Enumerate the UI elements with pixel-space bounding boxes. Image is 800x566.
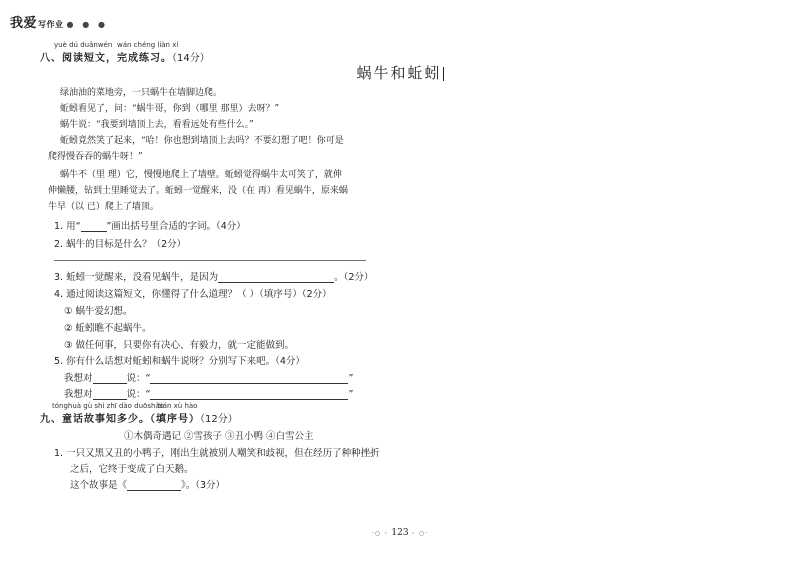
- brand-dots: ● ● ●: [66, 20, 109, 29]
- q5-mid: 说：“: [126, 373, 151, 384]
- page-number: 123: [391, 528, 409, 538]
- q3-text-a: 3. 蚯蚓一觉醒来，没看见蜗牛，是因为: [54, 272, 219, 283]
- s9-question-1-line-2: 之后，它终于变成了白天鹅。: [70, 464, 194, 475]
- section9-pinyin-b: tián xù hào: [158, 402, 198, 410]
- story-line: 绿油油的菜地旁，一只蜗牛在墙脚边爬。: [60, 88, 223, 98]
- q3-text-b: 。（2分）: [334, 272, 374, 283]
- answer-blank-who-1[interactable]: [93, 373, 127, 384]
- answer-blank-q3[interactable]: [218, 272, 334, 283]
- section9-score: （12分）: [200, 414, 238, 425]
- story-line: 蜗牛不（里 理）它，慢慢地爬上了墙壁。蚯蚓觉得蜗牛太可笑了，就伸: [60, 170, 342, 180]
- question-1: [54, 218, 246, 232]
- q5-answer-line-1: [64, 370, 353, 384]
- section9-heading: [40, 410, 238, 425]
- story-line: 牛早（以 已）爬上了墙顶。: [48, 202, 159, 212]
- answer-blank-said-2[interactable]: [150, 389, 348, 400]
- story-line: 蚯蚓竟然笑了起来，“哈！你也想到墙顶上去吗？不要幻想了吧！你可是: [60, 136, 344, 146]
- q1-text-b: ”画出括号里合适的字词。（4分）: [106, 221, 246, 232]
- story-line: 爬得慢吞吞的蜗牛呀！”: [48, 152, 143, 162]
- question-4: 4. 通过阅读这篇短文，你懂得了什么道理？（ ）（填序号）（2分）: [54, 289, 332, 300]
- section8-score: （14分）: [172, 53, 210, 64]
- q4-option-3: ③ 做任何事，只要你有决心、有毅力，就一定能做到。: [64, 340, 295, 351]
- section9-heading-text: 九、童话故事知多少。（填序号）: [40, 414, 200, 425]
- story-title-text: 蜗牛和蚯蚓: [356, 64, 442, 82]
- brand-logo: [10, 12, 108, 31]
- s9-q1-text-b: 》。（3分）: [181, 480, 226, 491]
- story-options: ①木偶奇遇记 ②雪孩子 ③丑小鸭 ④白雪公主: [124, 431, 314, 442]
- q1-text-a: 1. 用“: [54, 221, 81, 232]
- question-5: 5. 你有什么话想对蚯蚓和蜗牛说呀？分别写下来吧。（4分）: [54, 356, 305, 367]
- story-line: 蜗牛说：“我要到墙顶上去，看看远处有些什么。”: [60, 120, 254, 130]
- story-line: 蚯蚓看见了，问：“蜗牛哥，你到（哪里 那里）去呀？”: [60, 104, 280, 114]
- section8-heading-text: 八、阅读短文，完成练习。: [40, 53, 172, 64]
- underline-sample: [81, 221, 107, 232]
- q5-prefix: 我想对: [64, 373, 93, 384]
- section9-pinyin-a: tónghuà gù shi zhī dào duōshǎo: [52, 402, 164, 410]
- footer-ornament-right: ◦ ○·: [411, 530, 429, 537]
- page-number-footer: [0, 528, 800, 538]
- answer-blank-s9-q1[interactable]: [127, 480, 181, 491]
- story-line: 伸懒腰，钻到土里睡觉去了。蚯蚓一觉醒来，没（在 再）看见蜗牛，原来蜗: [48, 186, 348, 196]
- answer-line-q2[interactable]: [54, 260, 366, 261]
- text-cursor: [443, 67, 444, 81]
- section8-pinyin-a: yuè dú duǎnwén: [54, 41, 113, 49]
- q4-option-2: ② 蚯蚓瞧不起蜗牛。: [64, 323, 152, 334]
- q5-mid: 说：“: [126, 389, 151, 400]
- brand-text: 我爱: [10, 16, 38, 31]
- q5-end: ”: [348, 389, 354, 400]
- s9-question-1-line-3: [70, 477, 225, 491]
- brand-sub-text: 写作业: [38, 20, 64, 29]
- question-2: 2. 蜗牛的目标是什么？（2分）: [54, 239, 187, 250]
- question-3: [54, 269, 373, 283]
- footer-ornament-left: ·○ ◦: [371, 530, 389, 537]
- q4-option-1: ① 蜗牛爱幻想。: [64, 306, 133, 317]
- section8-pinyin-b: wán chéng liàn xí: [117, 41, 179, 49]
- q5-end: ”: [348, 373, 354, 384]
- q5-prefix: 我想对: [64, 389, 93, 400]
- q5-answer-line-2: [64, 386, 353, 400]
- answer-blank-said-1[interactable]: [150, 373, 348, 384]
- story-title: [0, 62, 800, 83]
- answer-blank-who-2[interactable]: [93, 389, 127, 400]
- s9-question-1-line-1: 1. 一只又黑又丑的小鸭子，刚出生就被别人嘲笑和歧视，但在经历了种种挫折: [54, 448, 380, 459]
- s9-q1-text-a: 这个故事是《: [70, 480, 128, 491]
